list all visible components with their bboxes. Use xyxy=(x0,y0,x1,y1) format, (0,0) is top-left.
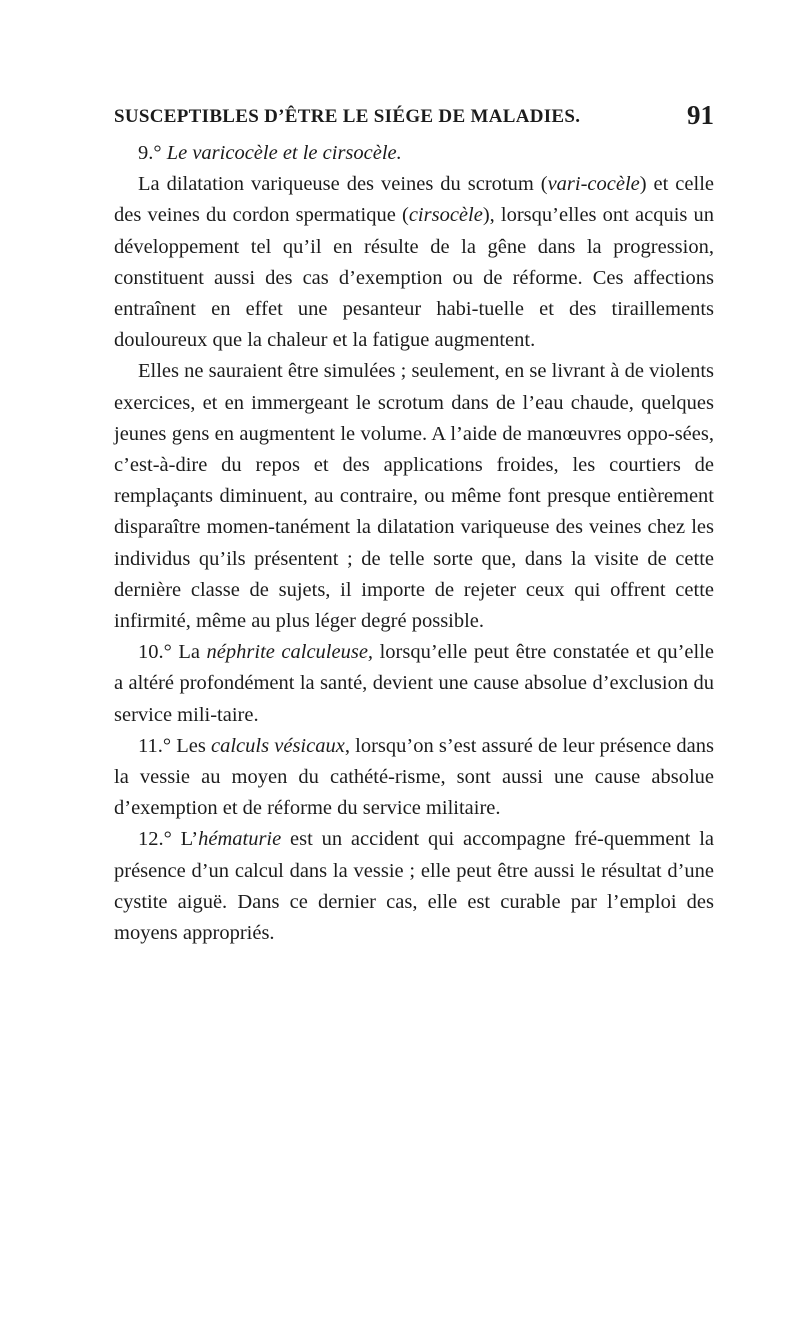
section-number: 12.° xyxy=(138,828,172,851)
section-12-paragraph xyxy=(114,824,714,949)
text-run: lorsqu’elle peut être constatée et qu’elle a altéré profondément la santé, devient une cause absolue d’exclusion du service mili-taire. xyxy=(114,641,714,726)
running-title: SUSCEPTIBLES D’ÊTRE LE SIÉGE DE MALADIES. xyxy=(114,106,581,127)
text-run: Les xyxy=(176,734,206,757)
section-number: 9.° xyxy=(138,142,162,164)
page-number: 91 xyxy=(687,100,714,130)
section-9-paragraph-2: Elles ne sauraient être simulées ; seulement, en se livrant à de violents exercices, et en immergeant le scrotum dans de l’eau chaude, quelques jeunes gens en augmentent le volume. A l’aide de manœuvres oppo-sées, c’est-à-dire du repos et des applications froides, les courtiers de remplaçants diminuent, au contraire, ou même font presque entièrement disparaître momen-tanément la dilatation variqueuse des veines chez les individus qu’ils présentent ; de telle sorte que, dans la visite de cette dernière classe de sujets, il importe de rejeter ceux qui offrent cette infirmité, même au plus léger degré possible. xyxy=(114,360,714,633)
section-title: Le varicocèle et le cirsocèle. xyxy=(166,142,402,164)
running-header xyxy=(114,100,714,134)
section-11-paragraph xyxy=(114,731,714,825)
text-run: est un accident qui accompagne fré-quemment la présence d’un calcul dans la vessie ; elle peut être aussi le résultat d’une cystite aiguë. Dans ce dernier cas, elle est curable par l’emploi des moyens appropriés. xyxy=(114,828,715,945)
italic-term: néphrite calculeuse, xyxy=(206,641,374,664)
section-number: 11.° xyxy=(138,734,172,757)
text-run: La xyxy=(178,641,200,664)
section-10-paragraph xyxy=(114,637,714,731)
section-number: 10.° xyxy=(138,641,172,664)
italic-term: vari-cocèle xyxy=(547,173,640,196)
text-run: L’ xyxy=(180,828,199,851)
text-run: , lorsqu’on s’est assuré de leur présence dans la vessie au moyen du cathété-risme, sont aussi une cause absolue d’exemption et de réforme du service militaire. xyxy=(114,734,715,820)
body-text xyxy=(114,138,714,949)
italic-term: calculs vésicaux xyxy=(211,734,345,757)
text-run: ) et celle des veines du cordon spermatique ( xyxy=(114,173,714,227)
text-run: La dilatation variqueuse des veines du scrotum ( xyxy=(138,173,548,196)
italic-term: cirsocèle xyxy=(408,204,483,227)
section-9-heading xyxy=(114,138,714,169)
section-9-paragraph-1 xyxy=(114,169,714,356)
italic-term: hématurie xyxy=(198,828,282,851)
text-run: ), lorsqu’elles ont acquis un développement tel qu’il en résulte de la gêne dans la progression, constituent aussi des cas d’exemption ou de réforme. Ces affections entraînent en effet une pesanteur habi-tuelle et des tiraillements douloureux que la chaleur et la fatigue augmentent. xyxy=(114,204,715,352)
